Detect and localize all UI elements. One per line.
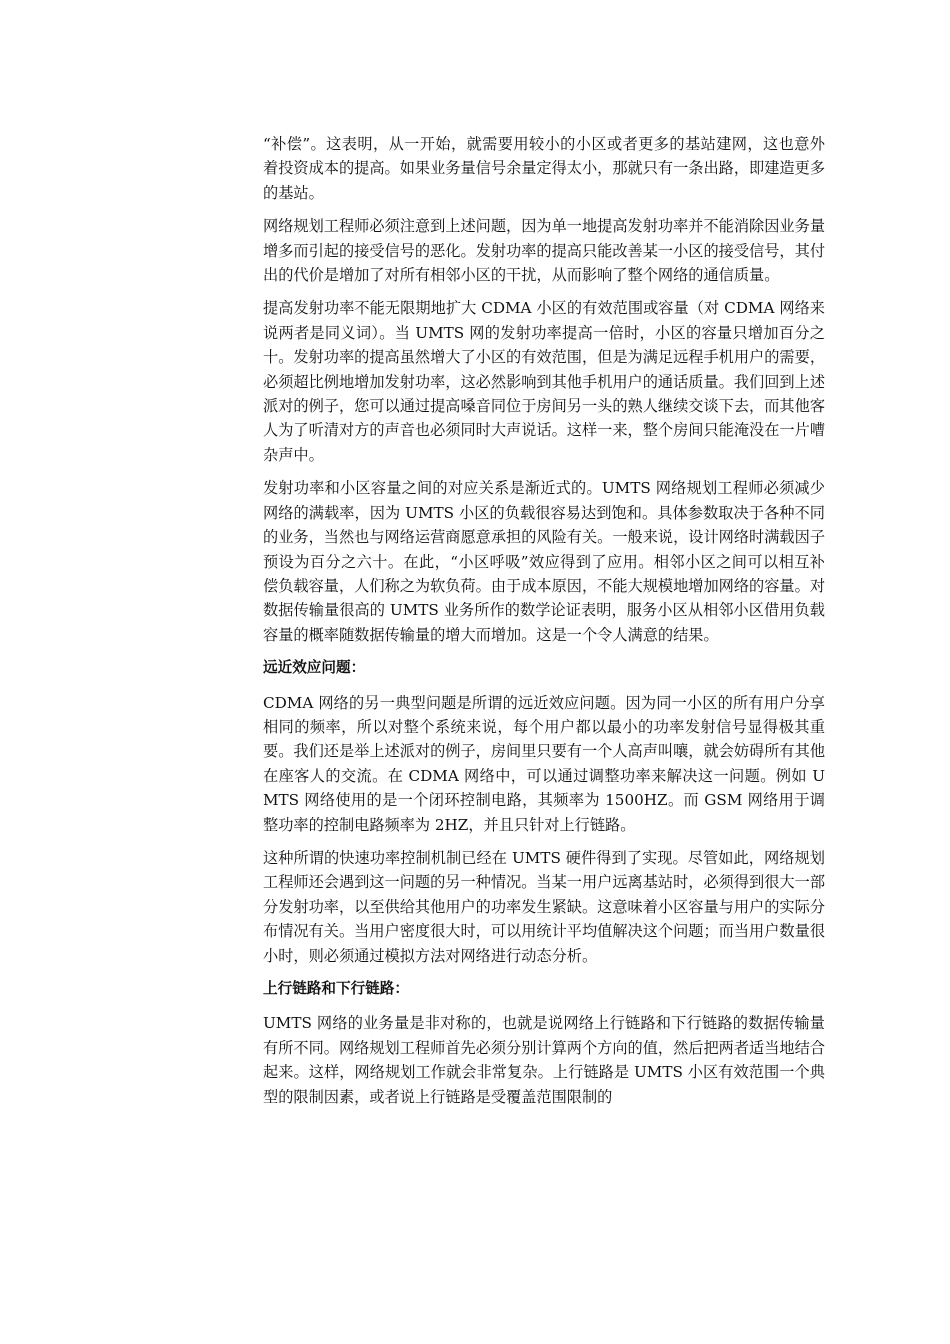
section-heading-near-far: 远近效应问题： bbox=[263, 659, 366, 677]
paragraph-1: “补偿”。这表明，从一开始，就需要用较小的小区或者更多的基站建网，这也意外着投资成本的提高。如果业务量信号余量定得太小，那就只有一条出路，即建造更多的基站。 bbox=[263, 135, 825, 202]
paragraph-7: UMTS 网络的业务量是非对称的，也就是说网络上行链路和下行链路的数据传输量有所不同。网络规划工程师首先必须分别计算两个方向的值，然后把两者适当地结合起来。这样，网络规划工作就会非常复杂。上行链路是 UMTS 小区有效范围一个典型的限制因素，或者说上行链路是受覆盖范围限制的 bbox=[263, 1014, 825, 1106]
paragraph-4: 发射功率和小区容量之间的对应关系是渐近式的。UMTS 网络规划工程师必须减少网络的满载率，因为 UMTS 小区的负载很容易达到饱和。具体参数取决于各种不同的业务，当然也与网络运营商愿意承担的风险有关。一般来说，设计网络时满载因子预设为百分之六十。在此，“小区呼吸”效应得到了应用。相邻小区之间可以相互补偿负载容量，人们称之为软负荷。由于成本原因，不能大规模地增加网络的容量。对数据传输量很高的 UMTS 业务所作的数学论证表明，服务小区从相邻小区借用负载容量的概率随数据传输量的增大而增加。这是一个令人满意的结果。 bbox=[263, 479, 825, 644]
paragraph-6: 这种所谓的快速功率控制机制已经在 UMTS 硬件得到了实现。尽管如此，网络规划工程师还会遇到这一问题的另一种情况。当某一用户远离基站时，必须得到很大一部分发射功率，以至供给其他用户的功率发生紧缺。这意味着小区容量与用户的实际分布情况有关。当用户密度很大时，可以用统计平均值解决这个问题；而当用户数量很小时，则必须通过模拟方法对网络进行动态分析。 bbox=[263, 848, 825, 965]
section-heading-uplink-downlink: 上行链路和下行链路： bbox=[263, 980, 409, 997]
document-page bbox=[263, 132, 825, 1118]
paragraph-5: CDMA 网络的另一典型问题是所谓的远近效应问题。因为同一小区的所有用户分享相同的频率，所以对整个系统来说，每个用户都以最小的功率发射信号显得极其重要。我们还是举上述派对的例子，房间里只要有一个人高声叫嚷，就会妨碍所有其他在座客人的交流。在 CDMA 网络中，可以通过调整功率来解决这一问题。例如 UMTS 网络使用的是一个闭环控制电路，其频率为 1500HZ。而 GSM 网络用于调整功率的控制电路频率为 2HZ，并且只针对上行链路。 bbox=[263, 693, 825, 834]
paragraph-3: 提高发射功率不能无限期地扩大 CDMA 小区的有效范围或容量（对 CDMA 网络来说两者是同义词）。当 UMTS 网的发射功率提高一倍时，小区的容量只增加百分之十。发射功率的提高虽然增大了小区的有效范围，但是为满足远程手机用户的需要，必须超比例地增加发射功率，这必然影响到其他手机用户的通话质量。我们回到上述派对的例子，您可以通过提高嗓音同位于房间另一头的熟人继续交谈下去，而其他客人为了听清对方的声音也必须同时大声说话。这样一来，整个房间只能淹没在一片嘈杂声中。 bbox=[263, 299, 825, 464]
paragraph-2: 网络规划工程师必须注意到上述问题，因为单一地提高发射功率并不能消除因业务量增多而引起的接受信号的恶化。发射功率的提高只能改善某一小区的接受信号，其付出的代价是增加了对所有相邻小区的干扰，从而影响了整个网络的通信质量。 bbox=[263, 217, 825, 285]
